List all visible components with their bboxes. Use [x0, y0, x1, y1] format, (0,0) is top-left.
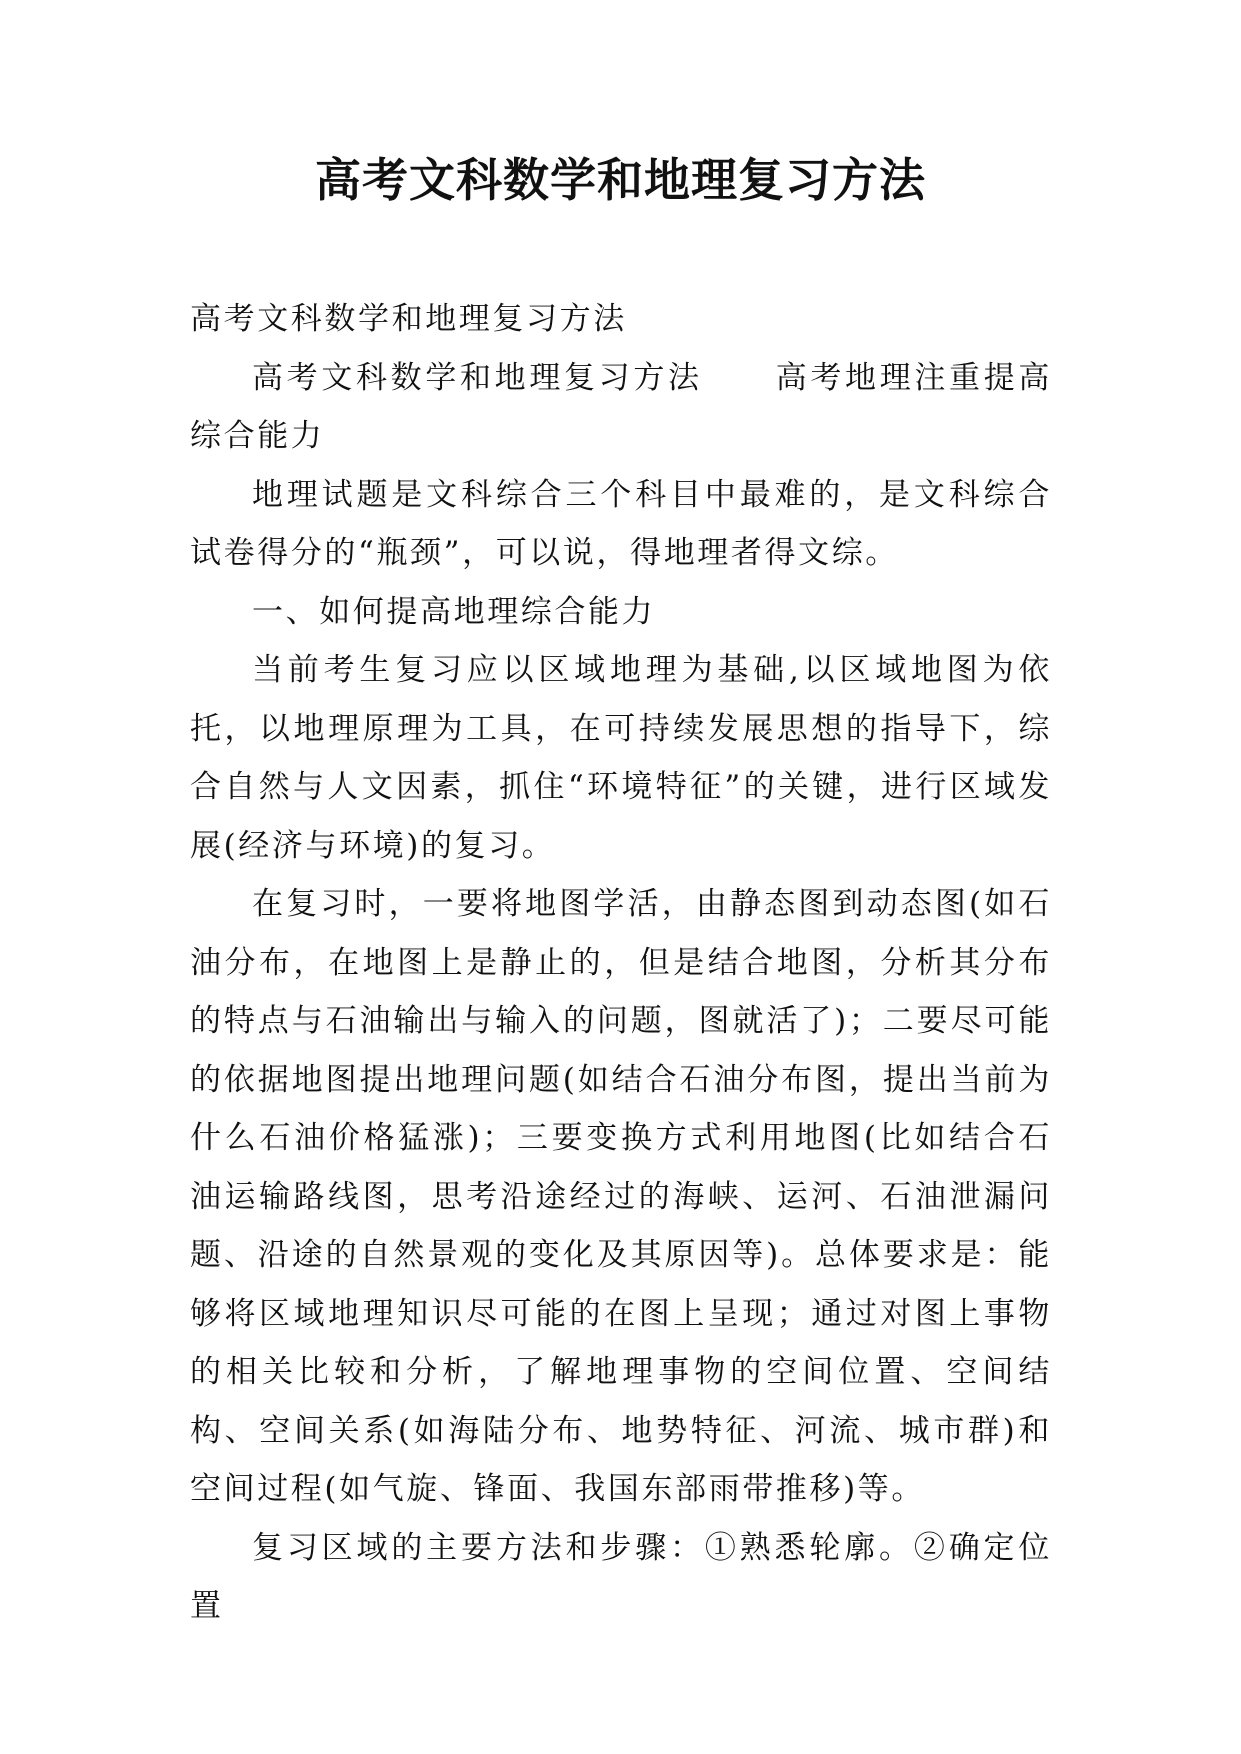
- section-heading: 一、如何提高地理综合能力: [252, 593, 656, 630]
- paragraph-body: 复习区域的主要方法和步骤：①熟悉轮廓。②确定位置: [190, 1529, 1052, 1624]
- paragraph-body: 当前考生复习应以区域地理为基础,以区域地图为依托，以地理原理为工具，在可持续发展思想的指导下，综合自然与人文因素，抓住“环境特征”的关键，进行区域发展(经济与环境)的复习。: [190, 652, 1052, 864]
- paragraph-subtitle: 高考文科数学和地理复习方法: [190, 301, 627, 337]
- paragraph-intro-title: 高考文科数学和地理复习方法: [252, 359, 703, 396]
- paragraph-intro: [190, 349, 1052, 466]
- document-body: [190, 290, 1052, 1636]
- paragraph-body: 地理试题是文科综合三个科目中最难的，是文科综合试卷得分的“瓶颈”，可以说，得地理者得文综。: [190, 476, 1052, 571]
- paragraph-intro-heading: 高考地理注重提高综合能力: [190, 359, 1052, 454]
- paragraph-body: 在复习时，一要将地图学活，由静态图到动态图(如石油分布，在地图上是静止的，但是结合地图，分析其分布的特点与石油输出与输入的问题，图就活了)；二要尽可能的依据地图提出地理问题(如结合石油分布图，提出当前为什么石油价格猛涨)；三要变换方式利用地图(比如结合石油运输路线图，思考沿途经过的海峡、运河、石油泄漏问题、沿途的自然景观的变化及其原因等)。总体要求是：能够将区域地理知识尽可能的在图上呈现；通过对图上事物的相关比较和分析，了解地理事物的空间位置、空间结构、空间关系(如海陆分布、地势特征、河流、城市群)和空间过程(如气旋、锋面、我国东部雨带推移)等。: [190, 886, 1052, 1507]
- document-title: 高考文科数学和地理复习方法: [315, 153, 926, 207]
